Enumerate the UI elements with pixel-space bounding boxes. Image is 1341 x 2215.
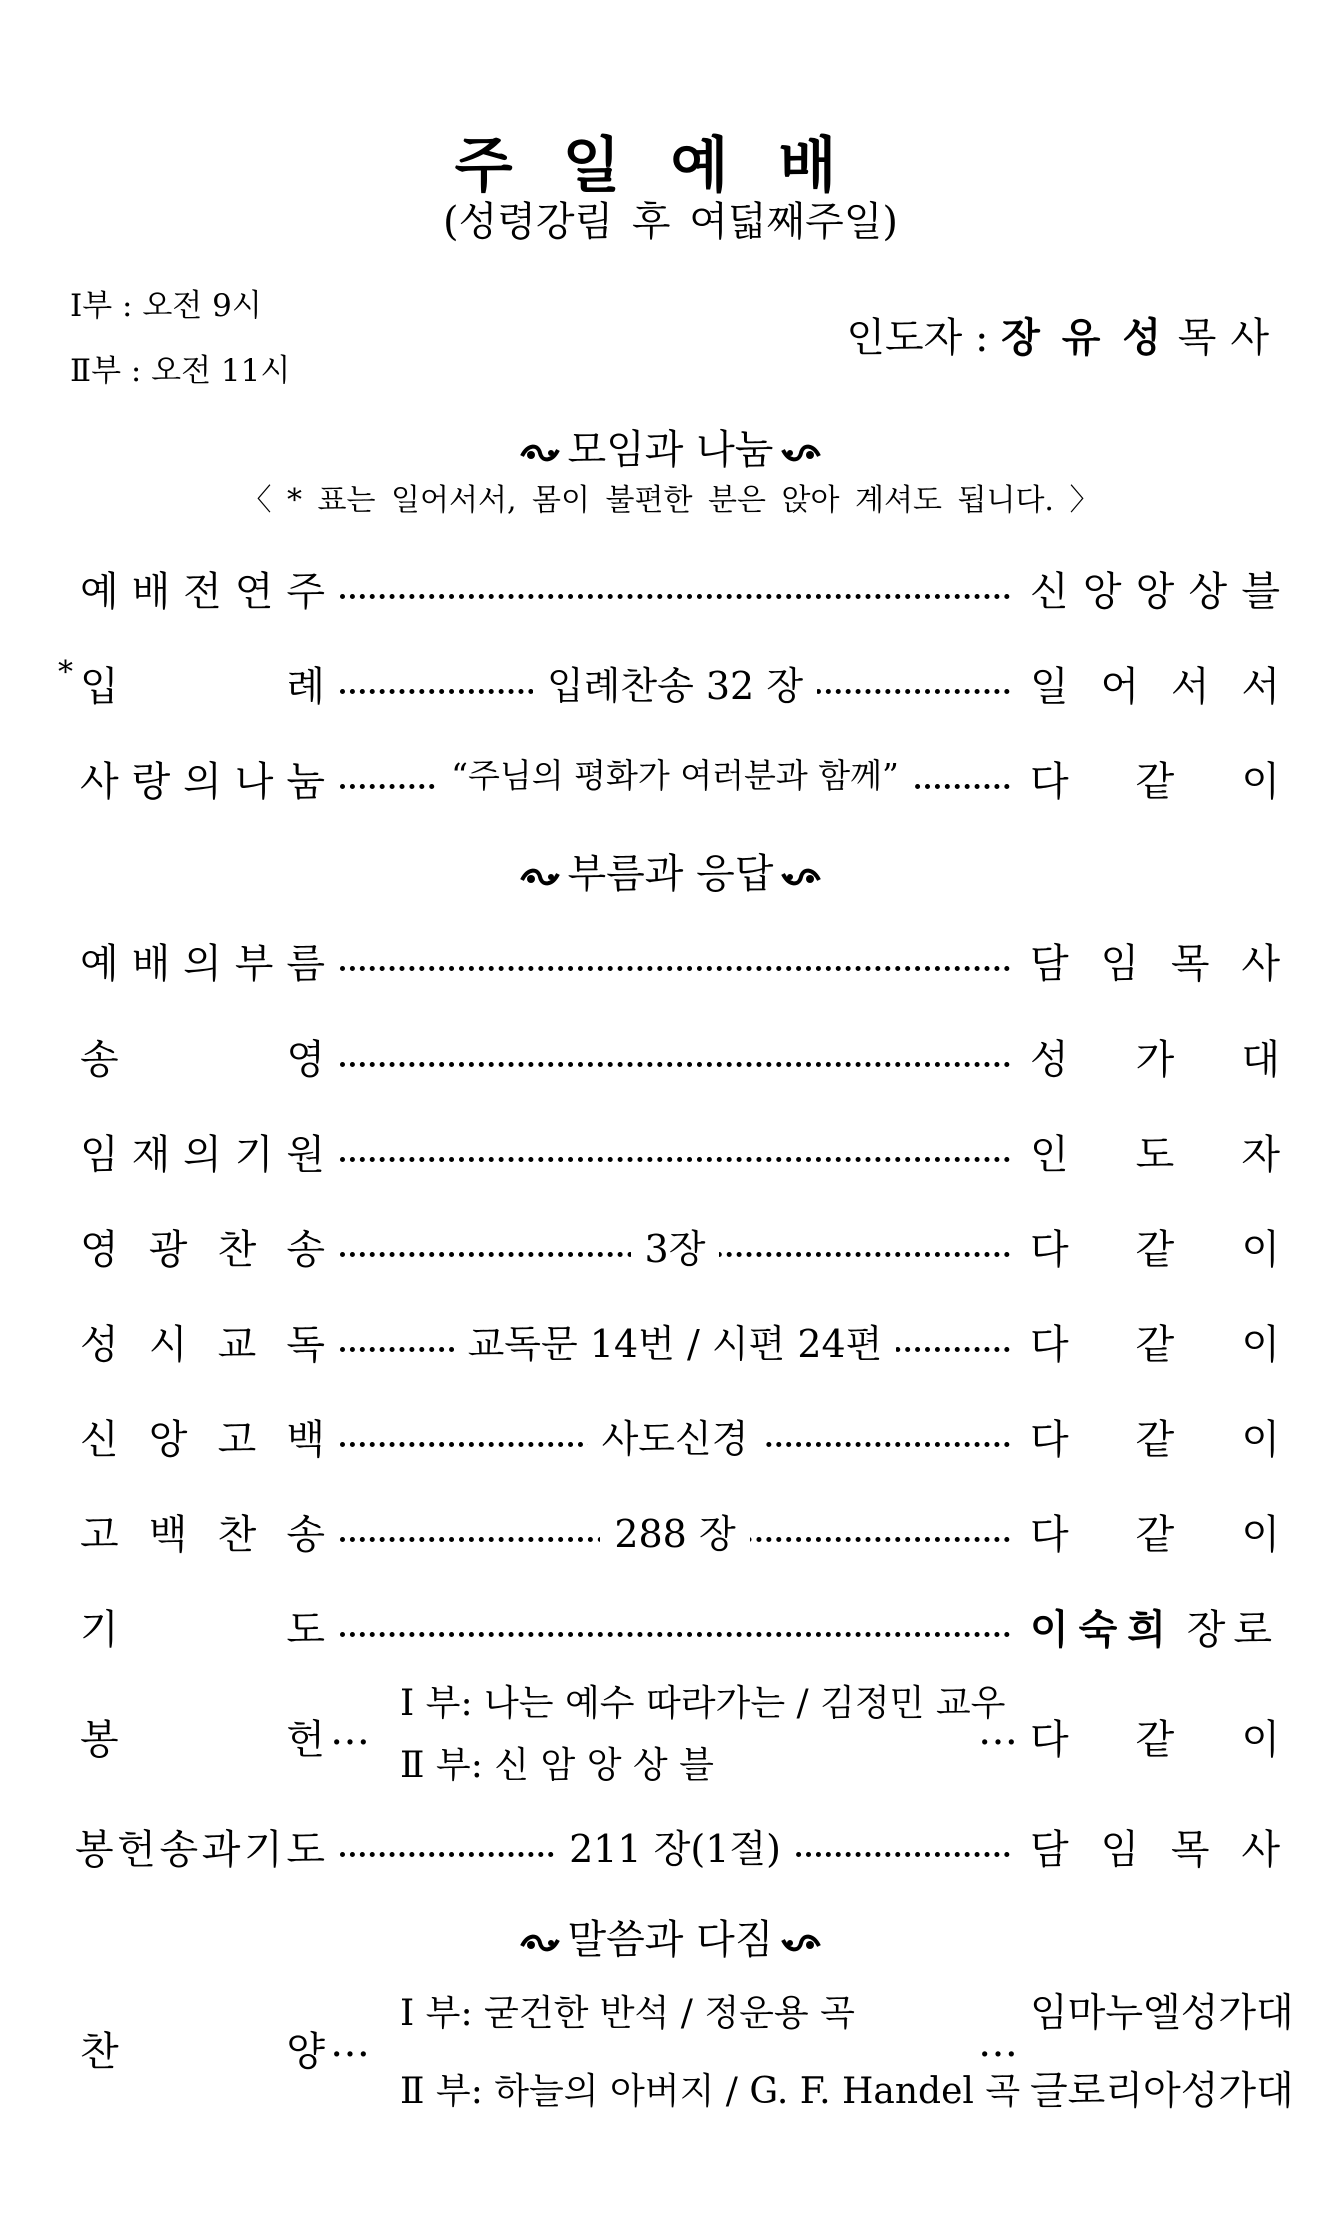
item-responsible: 다 같 이 [1030, 1717, 1280, 1763]
item-label: 찬 양 [80, 2029, 325, 2075]
service-time-1: Ⅰ부 : 오전 9시 [70, 288, 262, 324]
ornament-right-icon [779, 442, 821, 464]
dot-leader [340, 966, 1010, 971]
item-responsive-reading [0, 1313, 1341, 1373]
item-responsible: 인 도 자 [1030, 1132, 1280, 1178]
item-hymn [0, 1218, 1341, 1278]
item-label: 기 도 [80, 1607, 325, 1653]
dot-leader [340, 594, 1010, 599]
item-label: 예 배 전 연 주 [80, 569, 325, 615]
page-subtitle: (성령강림 후 여덟째주일) [442, 199, 899, 245]
ornament-left-icon [520, 1932, 562, 1954]
item-detail: 사도신경 [340, 1408, 1010, 1463]
item-doxology [0, 1028, 1341, 1088]
item-label: 고 백 찬 송 [80, 1512, 325, 1558]
item-responsible: 일 어 서 서 [1030, 664, 1280, 710]
item-prelude [0, 560, 1341, 620]
item-label: 봉 헌 송 과 기 도 [75, 1827, 325, 1873]
item-label: 입 례 [80, 664, 325, 710]
item-label: 영 광 찬 송 [80, 1227, 325, 1273]
leader-rank: 목사 [1177, 315, 1283, 361]
dot-leader [340, 1062, 1010, 1067]
item-creed [0, 1408, 1341, 1468]
item-responsible: 다 같 이 [1030, 1512, 1280, 1558]
item-detail: “주님의 평화가 여러분과 함께” [340, 750, 1010, 797]
item-prayer [0, 1598, 1341, 1658]
item-responsible: 다 같 이 [1030, 1227, 1280, 1273]
anthem-details: Ⅰ 부: 굳건한 반석 / 정운용 곡 Ⅱ 부: 하늘의 아버지 / G. F. Handel 곡 [400, 1993, 1021, 2112]
item-offering: 봉 헌 … Ⅰ 부: 나는 예수 따라가는 / 김정민 교우 Ⅱ 부: 신 암 앙 상 블 … 다 같 이 [0, 1673, 1341, 1803]
standing-note: 〈 * 표는 일어서서, 몸이 불편한 분은 앉아 계셔도 됩니다. 〉 [241, 483, 1100, 518]
leader-name: 장 유 성 [1001, 315, 1165, 361]
ornament-left-icon [520, 866, 562, 888]
item-detail: 입례찬송 32 장 [340, 655, 1010, 710]
item-sharing [0, 750, 1341, 810]
item-label: 임 재 의 기 원 [80, 1132, 325, 1178]
item-responsible: 이숙희 장로 [1030, 1607, 1280, 1653]
ornament-left-icon [520, 442, 562, 464]
item-offering-prayer [0, 1818, 1341, 1878]
ornament-right-icon [779, 1932, 821, 1954]
item-responsible: 다 같 이 [1030, 1417, 1280, 1463]
item-label: 봉 헌 [80, 1717, 325, 1763]
standing-star: * [58, 655, 73, 690]
ornament-right-icon [779, 866, 821, 888]
leader-line [846, 306, 1283, 363]
item-detail: 3장 [340, 1218, 1010, 1273]
section-heading-gathering: 모임과 나눔 [0, 418, 1341, 475]
item-responsible: 성 가 대 [1030, 1037, 1280, 1083]
item-label: 예 배 의 부 름 [80, 941, 325, 987]
item-label: 사 랑 의 나 눔 [80, 759, 325, 805]
item-label: 신 앙 고 백 [80, 1417, 325, 1463]
service-time-2: Ⅱ부 : 오전 11시 [70, 353, 291, 389]
item-detail: 211 장(1절) [340, 1818, 1010, 1873]
page-title: 주일예배 [454, 131, 887, 201]
item-label: 성 시 교 독 [80, 1322, 325, 1368]
item-responsible: 다 같 이 [1030, 759, 1280, 805]
item-label: 송 영 [80, 1037, 325, 1083]
section-heading-word: 말씀과 다짐 [0, 1908, 1341, 1965]
item-procession [0, 655, 1341, 715]
item-invocation [0, 1123, 1341, 1183]
item-detail: 교독문 14번 / 시편 24편 [340, 1313, 1010, 1368]
anthem-choirs: 임마누엘성가대 글로리아성가대 [1030, 1991, 1294, 2114]
item-responsible: 담 임 목 사 [1030, 941, 1280, 987]
item-call-to-worship [0, 932, 1341, 992]
section-heading-calling: 부름과 응답 [0, 842, 1341, 899]
offering-details: Ⅰ 부: 나는 예수 따라가는 / 김정민 교우 Ⅱ 부: 신 암 앙 상 블 [400, 1683, 1006, 1786]
item-detail: 288 장 [340, 1503, 1010, 1558]
dot-leader [340, 1632, 1010, 1637]
item-responsible: 담 임 목 사 [1030, 1827, 1280, 1873]
item-anthem: 찬 양 … Ⅰ 부: 굳건한 반석 / 정운용 곡 Ⅱ 부: 하늘의 아버지 / G. F. Handel 곡 … 임마누엘성가대 글로리아성가대 [0, 1975, 1341, 2125]
item-responsible: 다 같 이 [1030, 1322, 1280, 1368]
dot-leader [340, 1157, 1010, 1162]
item-confession-hymn [0, 1503, 1341, 1563]
item-responsible: 신 앙 앙 상 블 [1030, 569, 1280, 615]
leader-label: 인도자 : [846, 315, 1002, 361]
